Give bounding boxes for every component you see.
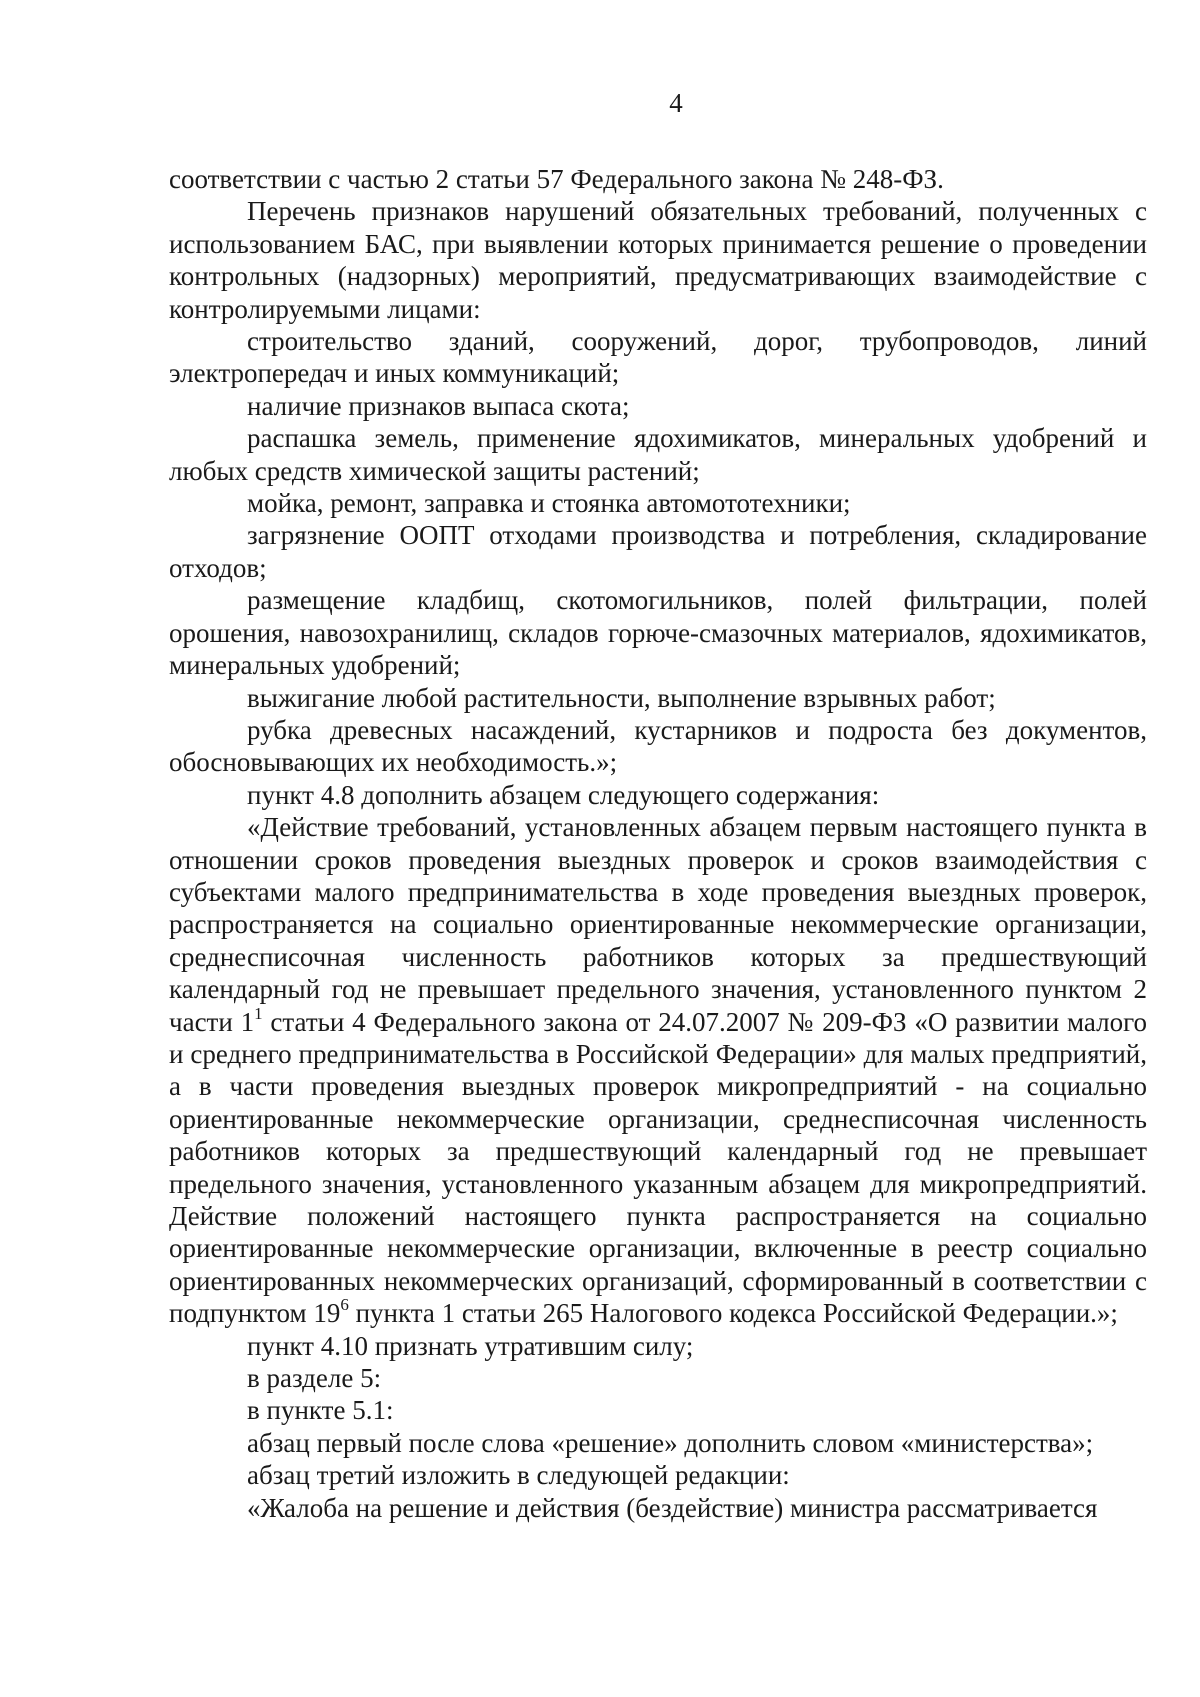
- document-body: [169, 163, 1147, 1524]
- page-number: 4: [669, 88, 683, 118]
- list-item-paragraph: загрязнение ООПТ отходами производства и потребления, складирование отходов;: [169, 520, 1147, 583]
- quoted-paragraph: [169, 811, 1147, 1330]
- quoted-paragraph-part: пункта 1 статьи 265 Налогового кодекса Российской Федерации.»;: [348, 1298, 1118, 1329]
- list-item-paragraph: выжигание любой растительности, выполнение взрывных работ;: [247, 682, 996, 713]
- quoted-paragraph-part: «Действие требований, установленных абзацем первым настоящего пункта в отношении сроков проведения выездных проверок и сроков взаимодействия с субъектами малого предпринимательства в ходе проведения выездных проверок, распространяется на социально ориентированные некоммерческие организации, среднесписочная численность работников которых за предшествующий календарный год не превышает предельного значения, установленного пунктом 2 части 1: [169, 812, 1147, 1037]
- list-item-paragraph: рубка древесных насаждений, кустарников и подроста без документов, обосновывающих их необходимость.»;: [169, 714, 1147, 778]
- list-item-paragraph: размещение кладбищ, скотомогильников, полей фильтрации, полей орошения, навозохранилищ, складов горюче-смазочных материалов, ядохимикатов, минеральных удобрений;: [169, 585, 1147, 681]
- list-item-paragraph: распашка земель, применение ядохимикатов, минеральных удобрений и любых средств химической защиты растений;: [169, 423, 1147, 486]
- list-item-paragraph: мойка, ремонт, заправка и стоянка автомототехники;: [247, 488, 851, 519]
- paragraph: в пункте 5.1:: [247, 1395, 394, 1426]
- paragraph: пункт 4.8 дополнить абзацем следующего содержания:: [247, 779, 880, 810]
- paragraph: соответствии с частью 2 статьи 57 Федерального закона № 248-ФЗ.: [169, 164, 944, 194]
- paragraph: «Жалоба на решение и действия (бездействие) министра рассматривается: [247, 1492, 1098, 1523]
- superscript: 6: [340, 1295, 349, 1315]
- paragraph: абзац третий изложить в следующей редакции:: [247, 1460, 790, 1491]
- paragraph: в разделе 5:: [247, 1363, 382, 1394]
- list-item-paragraph: наличие признаков выпаса скота;: [247, 390, 630, 421]
- quoted-paragraph-part: статьи 4 Федерального закона от 24.07.2007 № 209-ФЗ «О развитии малого и среднего предпринимательства в Российской Федерации» для малых предприятий, а в части проведения выездных проверок микропредприятий - на социально ориентированные некоммерческие организации, среднесписочная численность работников которых за предшествующий календарный год не превышает предельного значения, установленного указанным абзацем для микропредприятий. Действие положений настоящего пункта распространяется на социально ориентированные некоммерческие организации, включенные в реестр социально ориентированных некоммерческих организаций, сформированный в соответствии с подпунктом 19: [169, 1006, 1147, 1329]
- paragraph: абзац первый после слова «решение» дополнить словом «министерства»;: [247, 1427, 1094, 1458]
- list-item-paragraph: строительство зданий, сооружений, дорог, трубопроводов, линий электропередач и иных коммуникаций;: [169, 326, 1147, 389]
- superscript: 1: [254, 1003, 263, 1023]
- paragraph: пункт 4.10 признать утратившим силу;: [247, 1330, 694, 1361]
- paragraph: Перечень признаков нарушений обязательных требований, полученных с использованием БАС, при выявлении которых принимается решение о проведении контрольных (надзорных) мероприятий, предусматривающих взаимодействие с контролируемыми лицами:: [169, 196, 1147, 324]
